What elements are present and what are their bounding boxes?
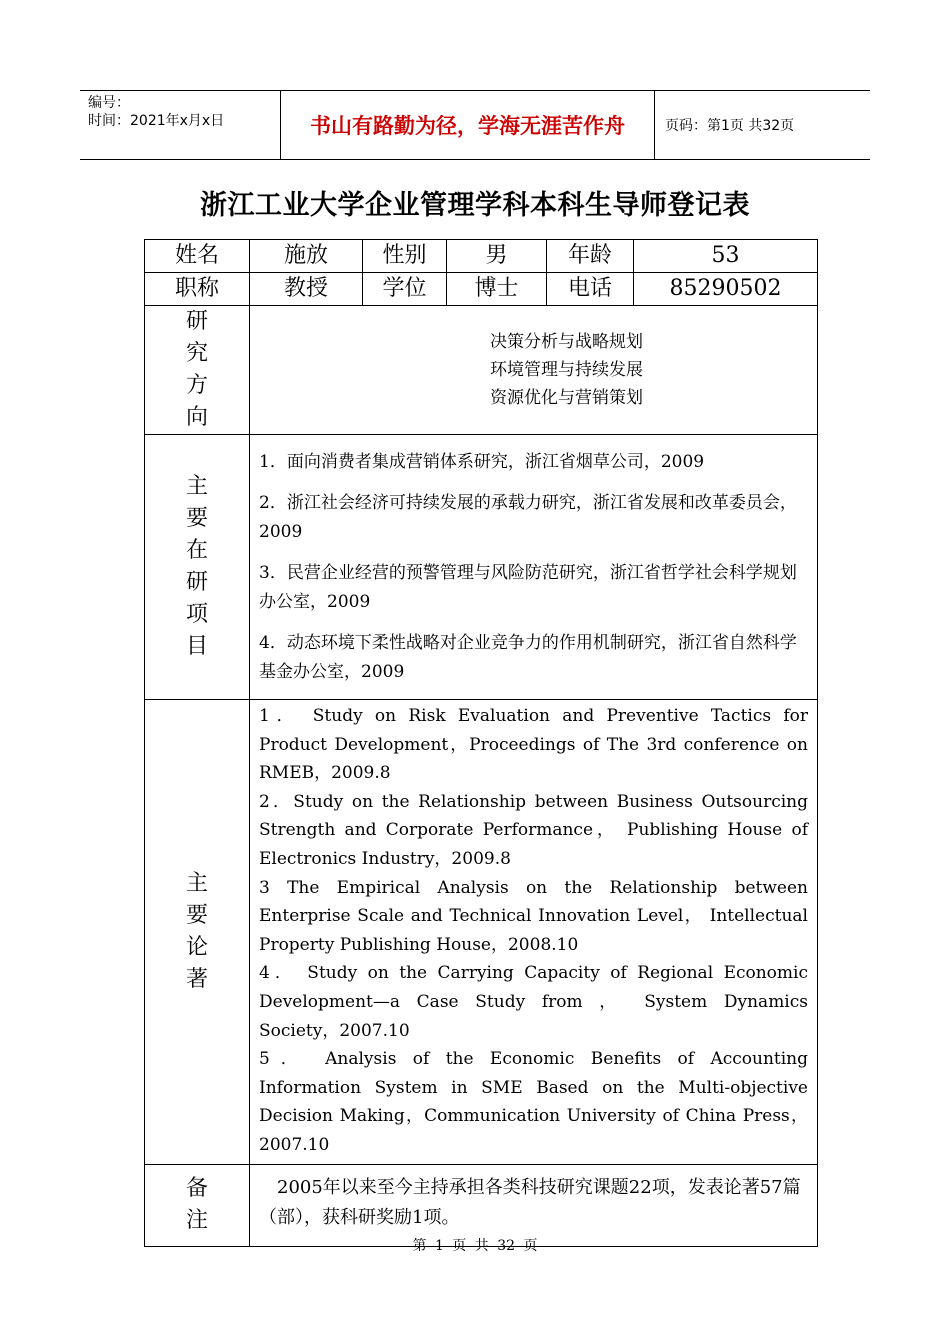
list-item: 4． Study on the Carrying Capacity of Regional Economic Development—a Case Study from ， System Dynamics Society，2007.10: [259, 963, 808, 1041]
list-item: 4．动态环境下柔性战略对企业竞争力的作用机制研究，浙江省自然科学基金办公室，2009: [259, 632, 797, 682]
projects-label: 主 要 在 研 项 目: [145, 435, 250, 700]
list-item: 环境管理与持续发展: [490, 360, 643, 380]
phone-label: 电话: [547, 273, 634, 306]
list-item: 2．浙江社会经济可持续发展的承载力研究，浙江省发展和改革委员会，2009: [259, 492, 797, 542]
rank-label: 职称: [145, 273, 250, 306]
list-item: 1． Study on Risk Evaluation and Preventive Tactics for Product Development，Proceedings of The 3rd conference on RMEB，2009.8: [259, 706, 808, 784]
serial-label: 编号：: [88, 95, 130, 111]
page-footer: 第 1 页 共 32 页: [412, 1238, 538, 1254]
gender-label: 性别: [363, 240, 447, 273]
research-directions: [250, 306, 818, 435]
table-row: [145, 700, 818, 1165]
registration-form-table: [144, 239, 818, 1247]
list-item: 资源优化与营销策划: [490, 388, 643, 408]
research-label: 研 究 方 向: [145, 306, 250, 435]
table-row: [145, 273, 818, 306]
rank-value: 教授: [250, 273, 363, 306]
degree-label: 学位: [363, 273, 447, 306]
remark-text: 2005年以来至今主持承担各类科技研究课题22项，发表论著57篇（部），获科研奖励1项。: [250, 1164, 818, 1246]
page-title: 浙江工业大学企业管理学科本科生导师登记表: [200, 190, 750, 221]
table-row: [145, 306, 818, 435]
header-meta-cell: [80, 91, 281, 159]
papers-label: 主 要 论 著: [145, 700, 250, 1165]
age-label: 年龄: [547, 240, 634, 273]
list-item: 3．民营企业经营的预警管理与风险防范研究，浙江省哲学社会科学规划办公室，2009: [259, 562, 797, 612]
time-label: 时间：2021年x月x日: [88, 113, 225, 129]
degree-value: 博士: [447, 273, 547, 306]
table-row: [145, 240, 818, 273]
list-item: 1．面向消费者集成营销体系研究，浙江省烟草公司，2009: [259, 451, 705, 472]
name-label: 姓名: [145, 240, 250, 273]
list-item: 决策分析与战略规划: [490, 332, 643, 352]
remark-label: 备 注: [145, 1164, 250, 1246]
papers-list: [250, 700, 818, 1165]
gender-value: 男: [447, 240, 547, 273]
projects-list: [250, 435, 818, 700]
list-item: 2．Study on the Relationship between Business Outsourcing Strength and Corporate Performance， Publishing House of Electronics Industry，2009.8: [259, 791, 808, 869]
table-row: [145, 1164, 818, 1246]
phone-value: 85290502: [634, 273, 818, 306]
document-header: [80, 90, 870, 160]
list-item: 5． Analysis of the Economic Benefits of Accounting Information System in SME Based on the Multi-objective Decision Making，Communication University of China Press，2007.10: [259, 1049, 808, 1155]
table-row: [145, 435, 818, 700]
list-item: 3 The Empirical Analysis on the Relationship between Enterprise Scale and Technical Innovation Level， Intellectual Property Publishing House，2008.10: [259, 877, 808, 955]
page-info: 页码：第1页 共32页: [665, 118, 795, 134]
name-value: 施放: [250, 240, 363, 273]
motto: 书山有路勤为径，学海无涯苦作舟: [281, 91, 655, 159]
age-value: 53: [634, 240, 818, 273]
